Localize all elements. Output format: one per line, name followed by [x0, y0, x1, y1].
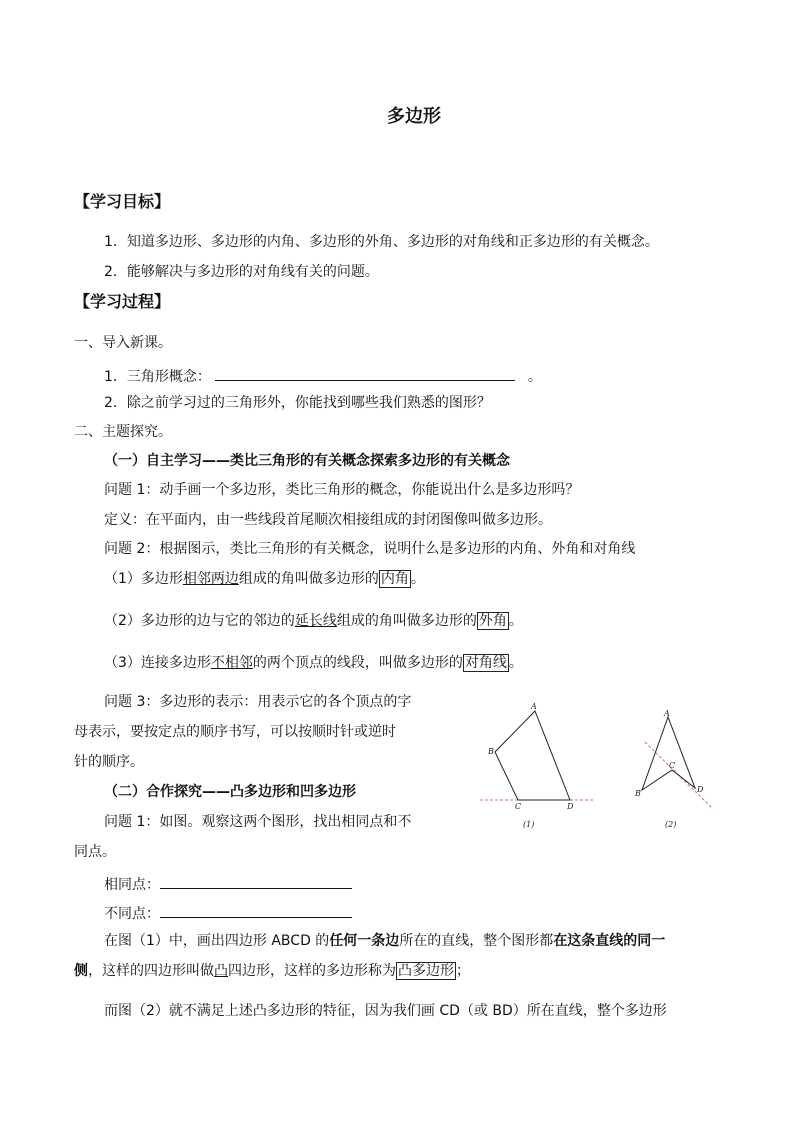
same-label: 相同点：: [104, 877, 160, 893]
q1-label: 1．三角形概念：: [104, 369, 211, 385]
diff-label: 不同点：: [104, 906, 160, 922]
fig1-label-a: A: [531, 702, 537, 711]
para1-text-a: 在图（1）中，画出四边形 ABCD 的: [104, 933, 330, 949]
item1-boxed-term: 内角: [380, 571, 409, 587]
problem-3-line2: 母表示，要按定点的顺序书写，可以按顺时针或逆时: [74, 724, 396, 740]
concept-item-3: [104, 653, 523, 673]
fig1-label-b: B: [488, 747, 494, 756]
item1-text-a: （1）多边形: [104, 571, 183, 587]
q1-blank-line: [215, 364, 515, 381]
item3-text-b: 的两个顶点的线段，叫做多边形的: [252, 655, 463, 671]
process-heading: 【学习过程】: [74, 292, 171, 311]
goal-1: 1．知道多边形、多边形的内角、多边形的外角、多边形的对角线和正多边形的有关概念。: [104, 234, 659, 250]
fig2-label-b: B: [635, 789, 641, 798]
problem-4-line2: 同点。: [74, 844, 116, 860]
polygon-figures: [480, 700, 730, 830]
para1-end: ；: [456, 963, 470, 979]
para1-line1: [104, 931, 665, 951]
same-blank-line: [160, 872, 352, 889]
para1-bold-1: 任何一条边: [329, 933, 400, 949]
page-title: 多边形: [387, 106, 441, 127]
para1-underlined: 凸: [214, 963, 228, 979]
figure-1-convex-quadrilateral: [480, 702, 595, 829]
para1-boxed-term: 凸多边形: [398, 963, 454, 979]
para1-bold-3: 侧: [74, 963, 88, 979]
item3-underlined: 不相邻: [210, 655, 253, 671]
diff-points-row: [104, 901, 352, 924]
item1-end: 。: [410, 571, 425, 587]
sub-heading-2: （二）合作探究——凸多边形和凹多边形: [104, 784, 356, 800]
fig1-label-d: D: [567, 802, 574, 811]
para2: 而图（2）就不满足上述凸多边形的特征，因为我们画 CD（或 BD）所在直线，整个多边形: [104, 1003, 667, 1019]
item3-boxed-term: 对角线: [464, 655, 507, 671]
definition: 定义：在平面内，由一些线段首尾顺次相接组成的封闭图像叫做多边形。: [104, 512, 552, 528]
part1-q2: 2．除之前学习过的三角形外，你能找到哪些我们熟悉的图形？: [104, 395, 491, 411]
part1-q1: [104, 364, 542, 387]
item2-boxed-term: 外角: [478, 613, 507, 629]
goal-2: 2．能够解决与多边形的对角线有关的问题。: [104, 264, 379, 280]
same-points-row: [104, 872, 352, 895]
part2-heading: 二、主题探究。: [74, 424, 172, 440]
para1-text-e: 四边形，这样的多边形称为: [228, 963, 396, 979]
para1-text-d: ，这样的四边形叫做: [88, 963, 214, 979]
sub-heading-1: （一）自主学习——类比三角形的有关概念探索多边形的有关概念: [104, 453, 510, 469]
fig1-caption: (1): [523, 820, 535, 829]
fig1-quadrilateral: [495, 711, 570, 800]
fig2-quadrilateral: [642, 717, 695, 790]
goals-heading: 【学习目标】: [74, 192, 171, 211]
problem-1: 问题 1：动手画一个多边形，类比三角形的概念，你能说出什么是多边形吗？: [104, 482, 580, 498]
problem-2: 问题 2：根据图示，类比三角形的有关概念，说明什么是多边形的内角、外角和对角线: [104, 541, 636, 557]
figure-2-concave-quadrilateral: [634, 709, 712, 829]
item2-text-b: 组成的角叫做多边形的: [336, 613, 477, 629]
q1-end: 。: [527, 369, 542, 385]
para1-bold-2: 在这条直线的同一: [553, 933, 666, 949]
fig2-label-d: D: [697, 785, 704, 794]
item1-text-b: 组成的角叫做多边形的: [238, 571, 379, 587]
item2-underlined: 延长线: [294, 613, 337, 629]
concept-item-1: [104, 569, 425, 589]
item2-text-a: （2）多边形的边与它的邻边的: [104, 613, 295, 629]
problem-3-line3: 针的顺序。: [74, 754, 144, 770]
problem-3-line1: 问题 3：多边形的表示：用表示它的各个顶点的字: [104, 694, 412, 710]
fig2-label-a: A: [664, 709, 670, 718]
fig1-label-c: C: [515, 802, 522, 811]
para1-text-c: 所在的直线，整个图形都: [399, 933, 554, 949]
concept-item-2: [104, 611, 523, 631]
part1-heading: 一、导入新课。: [74, 335, 172, 351]
para1-line2: [74, 961, 470, 981]
problem-4-line1: 问题 1：如图。观察这两个图形，找出相同点和不: [104, 814, 412, 830]
item1-underlined: 相邻两边: [182, 571, 239, 587]
item3-text-a: （3）连接多边形: [104, 655, 211, 671]
fig2-caption: (2): [665, 820, 677, 829]
item3-end: 。: [508, 655, 523, 671]
item2-end: 。: [508, 613, 523, 629]
diff-blank-line: [160, 901, 352, 918]
fig2-label-c: C: [669, 761, 676, 770]
